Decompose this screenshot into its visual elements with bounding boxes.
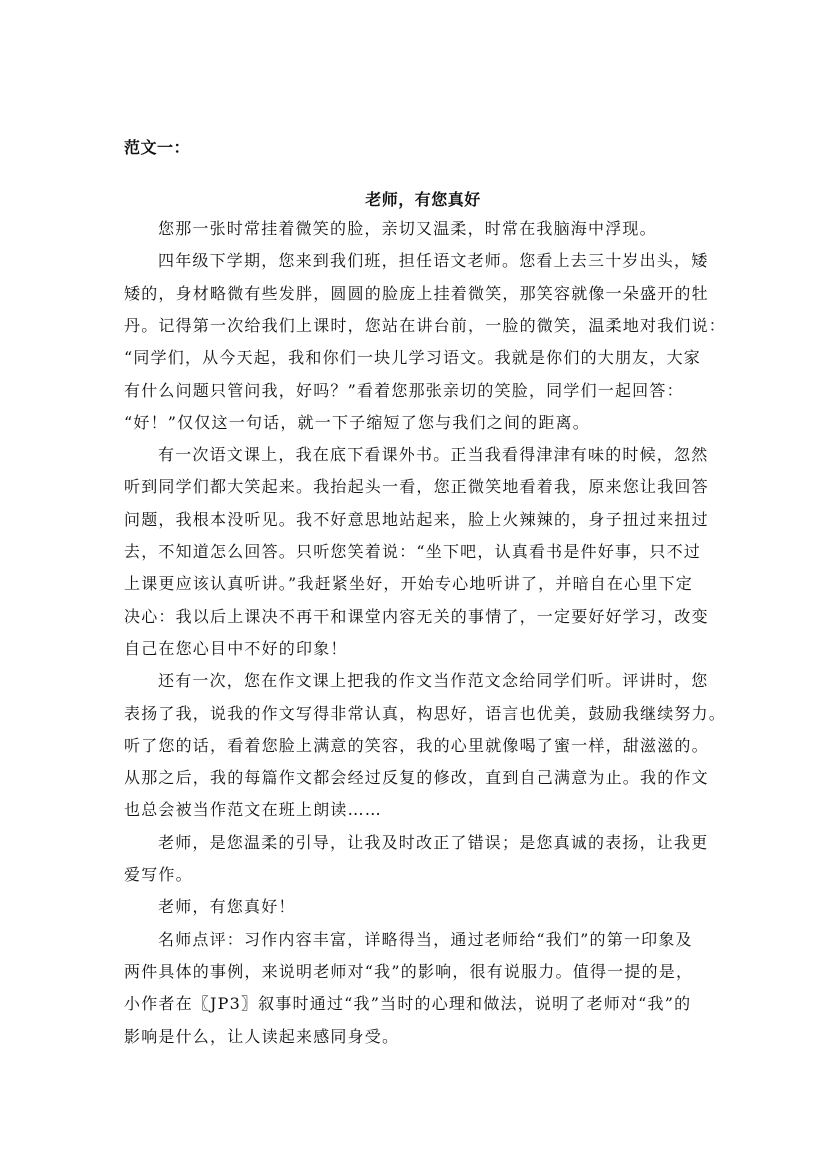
paragraph-line: 上课更应该认真听讲。”我赶紧坐好，开始专心地听讲了，并暗自在心里下定 xyxy=(124,574,693,594)
paragraph-line: 老师，有您真好！ xyxy=(158,897,296,917)
paragraph-line: 老师，是您温柔的引导，让我及时改正了错误；是您真诚的表扬，让我更 xyxy=(158,832,709,852)
paragraph-line: 矮的，身材略微有些发胖，圆圆的脸庞上挂着微笑，那笑容就像一朵盛开的牡 xyxy=(124,283,709,303)
paragraph-line: 名师点评：习作内容丰富，详略得当，通过老师给“我们”的第一印象及 xyxy=(158,929,693,949)
paragraph-line: 听到同学们都大笑起来。我抬起头一看，您正微笑地看着我，原来您让我回答 xyxy=(124,477,709,497)
paragraph-line: 爱写作。 xyxy=(124,865,193,884)
paragraph-line: 自己在您心目中不好的印象！ xyxy=(124,638,348,658)
paragraph-line: 您那一张时常挂着微笑的脸，亲切又温柔，时常在我脑海中浮现。 xyxy=(158,219,657,238)
paragraph-line: 有什么问题只管问我，好吗？”看着您那张亲切的笑脸，同学们一起回答： xyxy=(124,380,684,400)
paragraph-line: 丹。记得第一次给我们上课时，您站在讲台前，一脸的微笑，温柔地对我们说： xyxy=(124,315,727,335)
paragraph-line: 影响是什么，让人读起来感同身受。 xyxy=(124,1026,400,1046)
paragraph-line: 有一次语文课上，我在底下看课外书。正当我看得津津有味的时候，忽然 xyxy=(158,445,709,465)
paragraph-line: 听了您的话，看着您脸上满意的笑容，我的心里就像喝了蜜一样，甜滋滋的。 xyxy=(124,735,709,755)
paragraph-line: 从那之后，我的每篇作文都会经过反复的修改，直到自己满意为止。我的作文 xyxy=(124,768,709,788)
essay-title: 老师，有您真好 xyxy=(365,190,481,209)
paragraph-line: “好！”仅仅这一句话，就一下子缩短了您与我们之间的距离。 xyxy=(124,412,590,432)
paragraph-line: 去，不知道怎么回答。只听您笑着说：“坐下吧，认真看书是件好事，只不过 xyxy=(124,542,701,561)
paragraph-line: 还有一次，您在作文课上把我的作文当作范文念给同学们听。评讲时，您 xyxy=(158,671,709,691)
paragraph-line: 表扬了我，说我的作文写得非常认真，构思好，语言也优美，鼓励我继续努力。 xyxy=(124,703,727,723)
section-heading: 范文一： xyxy=(124,138,191,157)
paragraph-line: “同学们，从今天起，我和你们一块儿学习语文。我就是你们的大朋友，大家 xyxy=(124,348,701,368)
paragraph-line: 问题，我根本没听见。我不好意思地站起来，脸上火辣辣的，身子扭过来扭过 xyxy=(124,509,709,529)
paragraph-line: 小作者在〖JP3〗叙事时通过“我”当时的心理和做法，说明了老师对“我”的 xyxy=(124,994,692,1014)
paragraph-line: 两件具体的事例，来说明老师对“我”的影响，很有说服力。值得一提的是， xyxy=(124,961,694,981)
paragraph-line: 决心：我以后上课决不再干和课堂内容无关的事情了，一定要好好学习，改变 xyxy=(124,606,709,626)
paragraph-line: 也总会被当作范文在班上朗读…… xyxy=(124,800,383,820)
paragraph-line: 四年级下学期，您来到我们班，担任语文老师。您看上去三十岁出头，矮 xyxy=(158,251,709,271)
